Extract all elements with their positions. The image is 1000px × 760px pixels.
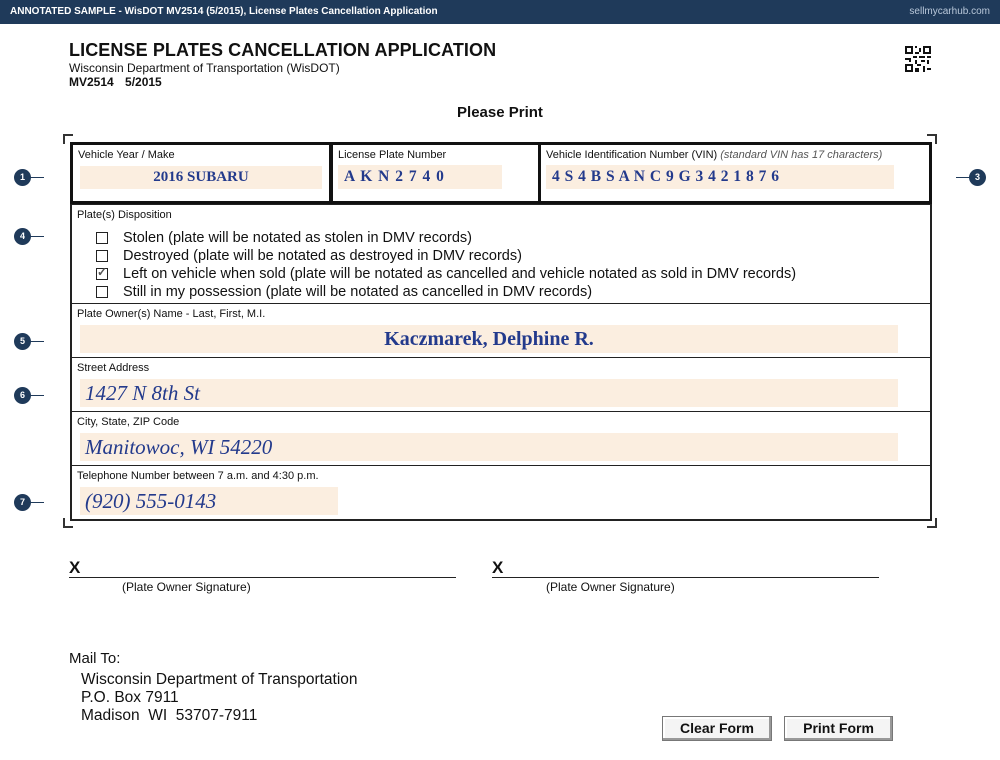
telephone-box [70, 465, 932, 521]
marker-line [30, 341, 44, 342]
field-label: Plate(s) Disposition [77, 209, 172, 221]
vin-hint: (standard VIN has 17 characters) [720, 149, 883, 161]
signature-caption: (Plate Owner Signature) [122, 580, 251, 594]
marker-line [30, 502, 44, 503]
signature-line[interactable] [492, 577, 879, 578]
department-name: Wisconsin Department of Transportation (WisDOT) [69, 61, 340, 75]
vehicle-year-make-field[interactable]: 2016 SUBARU [80, 166, 322, 189]
license-plate-box [330, 142, 541, 204]
checkbox[interactable] [96, 232, 108, 244]
option-label: Stolen (plate will be notated as stolen in DMV records) [123, 230, 472, 246]
field-label: Telephone Number between 7 a.m. and 4:30 p.m. [77, 470, 319, 482]
telephone-field[interactable]: (920) 555-0143 [80, 487, 338, 515]
qr-code-icon [905, 46, 931, 72]
field-label: License Plate Number [338, 149, 447, 161]
license-plate-field[interactable]: A K N 2 7 4 0 [338, 165, 502, 189]
marker-line [956, 177, 970, 178]
city-state-zip-field[interactable]: Manitowoc, WI 54220 [80, 433, 898, 461]
city-state-zip-box [70, 411, 932, 466]
vin-label: Vehicle Identification Number (VIN) [546, 149, 718, 161]
checkbox[interactable] [96, 286, 108, 298]
annotation-marker-4: 4 [14, 228, 31, 245]
mail-address-line: Wisconsin Department of Transportation [81, 671, 358, 688]
signature-caption: (Plate Owner Signature) [546, 580, 675, 594]
top-banner [0, 0, 1000, 24]
annotation-marker-6: 6 [14, 387, 31, 404]
banner-site-link[interactable]: sellmycarhub.com [909, 6, 990, 17]
form-code: MV2514 5/2015 [69, 75, 162, 89]
check-mark-icon: ✓ [97, 265, 108, 279]
print-form-button[interactable]: Print Form [784, 716, 893, 741]
annotation-marker-7: 7 [14, 494, 31, 511]
field-label: Vehicle Year / Make [78, 149, 175, 161]
banner-title: ANNOTATED SAMPLE - WisDOT MV2514 (5/2015), License Plates Cancellation Application [10, 6, 438, 17]
signature-line[interactable] [69, 577, 456, 578]
form-title: LICENSE PLATES CANCELLATION APPLICATION [69, 40, 497, 60]
checkbox-checked[interactable] [96, 265, 108, 280]
street-address-field[interactable]: 1427 N 8th St [80, 379, 898, 407]
signature-x-mark: X [69, 558, 81, 577]
clear-form-button[interactable]: Clear Form [662, 716, 772, 741]
annotation-marker-5: 5 [14, 333, 31, 350]
mail-to-label: Mail To: [69, 650, 121, 667]
field-label: Street Address [77, 362, 150, 374]
signature-x-mark: X [492, 558, 504, 577]
field-label: Plate Owner(s) Name - Last, First, M.I. [77, 308, 266, 320]
option-label: Destroyed (plate will be notated as destroyed in DMV records) [123, 248, 522, 264]
annotation-marker-1: 1 [14, 169, 31, 186]
marker-line [30, 177, 44, 178]
vin-box [538, 142, 932, 204]
field-label: City, State, ZIP Code [77, 416, 180, 428]
marker-line [30, 395, 44, 396]
please-print-heading: Please Print [457, 104, 543, 121]
vin-field[interactable]: 4 S 4 B S A N C 9 G 3 4 2 1 8 7 6 [546, 165, 894, 189]
owner-name-field[interactable]: Kaczmarek, Delphine R. [80, 325, 898, 353]
option-label: Left on vehicle when sold (plate will be notated as cancelled and vehicle notated as sold in DMV records) [123, 266, 797, 282]
option-label: Still in my possession (plate will be notated as cancelled in DMV records) [123, 284, 593, 300]
street-address-box [70, 357, 932, 412]
field-label [546, 149, 882, 161]
vehicle-year-make-box [70, 142, 332, 204]
mail-address-line: Madison WI 53707-7911 [81, 707, 258, 724]
checkbox[interactable] [96, 250, 108, 262]
annotation-marker-3: 3 [969, 169, 986, 186]
owner-name-box [70, 303, 932, 358]
plate-disposition-box [70, 204, 932, 304]
marker-line [30, 236, 44, 237]
mail-address-line: P.O. Box 7911 [81, 689, 179, 706]
